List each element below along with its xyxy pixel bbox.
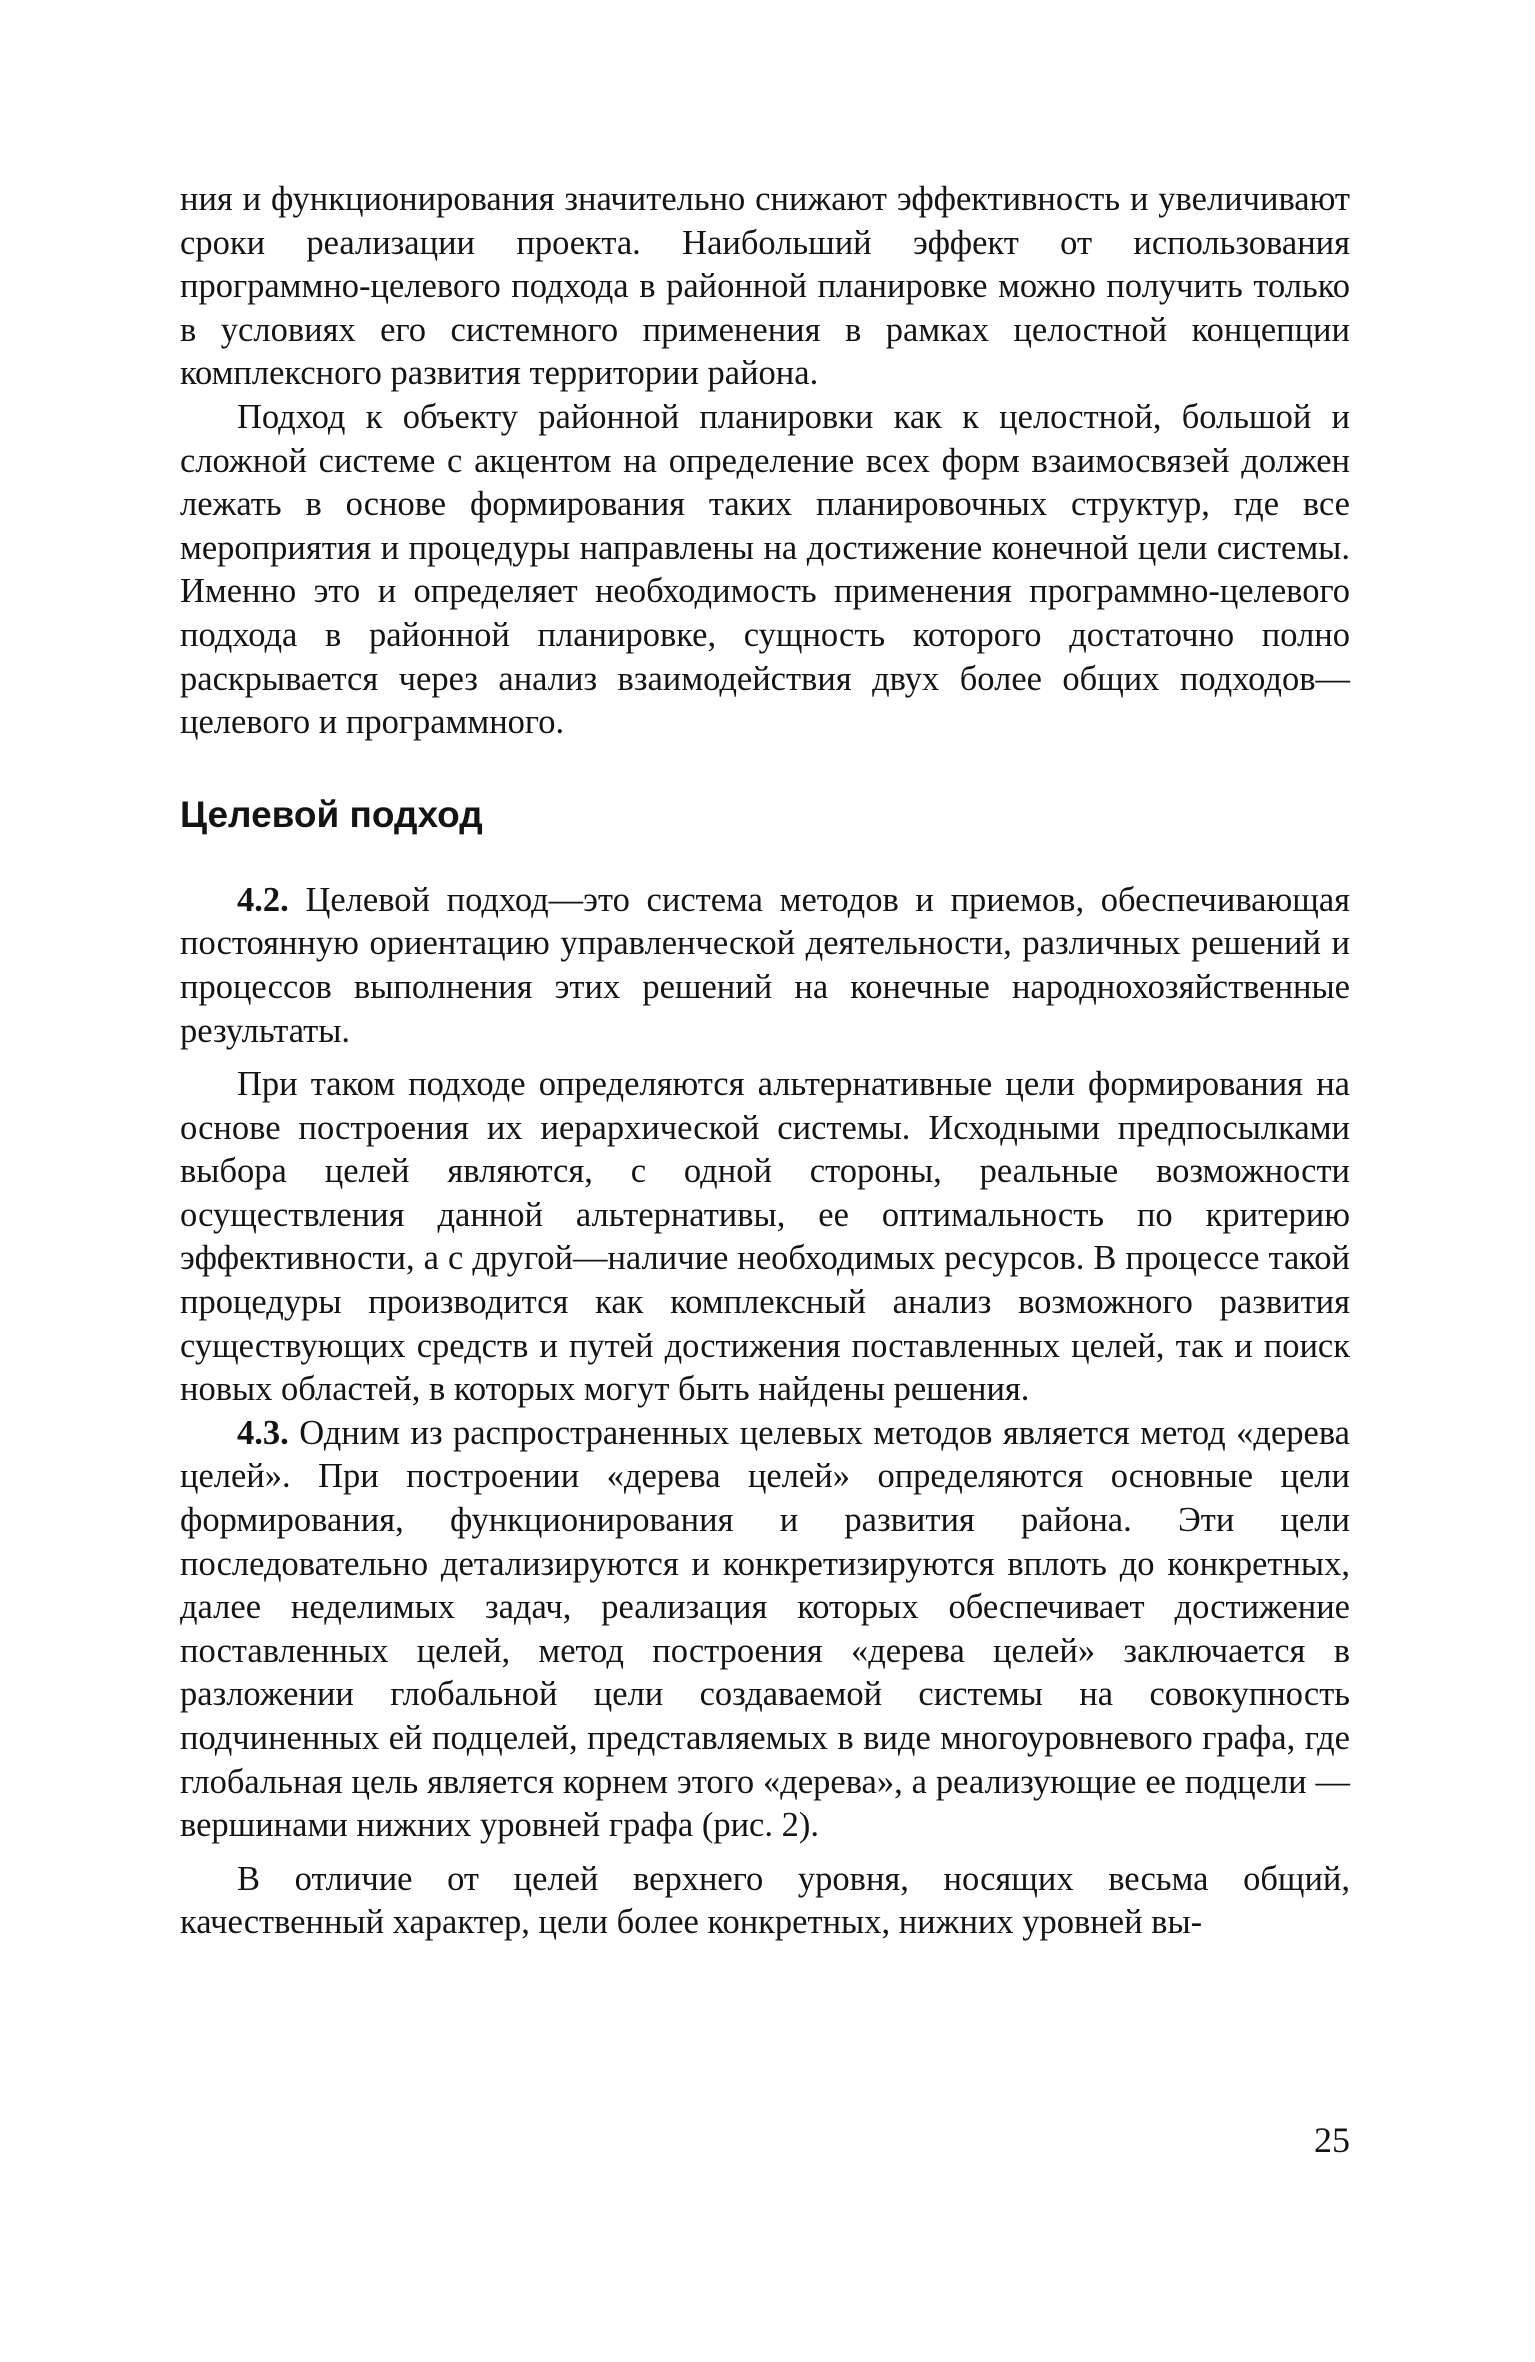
clause-number-4-3: 4.3. [237,1413,289,1452]
paragraph-2: Подход к объекту районной планировки как к целостной, большой и сложной системе с акцентом на определение всех форм взаимосвязей должен лежать в основе формирования таких планировочных структур, где все мероприятия и процедуры направлены на достижение конечной цели системы. Именно это и определяет необходимость применения программно-целевого подхода в районной планировке, сущность которого достаточно полно раскрывается через анализ взаимодействия двух более общих подходов—целевого и программного. [180,397,1350,742]
paragraph-3 [180,879,1350,1053]
paragraph-5-text: Одним из распространенных целевых методов является метод «дерева целей». При построении «дерева целей» определяются основные цели формирования, функционирования и развития района. Эти цели последовательно детализируются и конкретизируются вплоть до конкретных, далее неделимых задач, реализация которых обеспечивает достижение поставленных целей, метод построения «дерева целей» заключается в разложении глобальной цели создаваемой системы на совокупность подчиненных ей подцелей, представляемых в виде многоуровневого графа, где глобальная цель является корнем этого «дерева», а реализующие ее подцели — вершинами нижних уровней графа (рис. 2). [180,1413,1350,1845]
clause-number-4-2: 4.2. [237,880,289,919]
paragraph-4: При таком подходе определяются альтернативные цели формирования на основе построения их иерархической системы. Исходными предпосылками выбора целей являются, с одной стороны, реальные возможности осуществления данной альтернативы, ее оптимальность по критерию эффективности, а с другой—наличие необходимых ресурсов. В процессе такой процедуры производится как комплексный анализ возможного развития существующих средств и путей достижения поставленных целей, так и поиск новых областей, в которых могут быть найдены решения. [180,1065,1350,1409]
paragraph-3-text: Целевой подход—это система методов и приемов, обеспечивающая постоянную ориентацию управленческой деятельности, различных решений и процессов выполнения этих решений на конечные народнохозяйственные результаты. [180,880,1350,1050]
paragraph-5 [180,1412,1350,1848]
section-heading: Целевой подход [180,793,483,835]
paragraph-6: В отличие от целей верхнего уровня, носящих весьма общий, качественный характер, цели более конкретных, нижних уровней вы- [180,1859,1350,1942]
page-number: 25 [1314,2120,1350,2160]
page-body [180,178,1350,1945]
paragraph-1: ния и функционирования значительно снижают эффективность и увеличивают сроки реализации проекта. Наибольший эффект от использования программно-целевого подхода в районной планировке можно получить только в условиях его системного применения в рамках целостной концепции комплексного развития территории района. [180,180,1350,393]
